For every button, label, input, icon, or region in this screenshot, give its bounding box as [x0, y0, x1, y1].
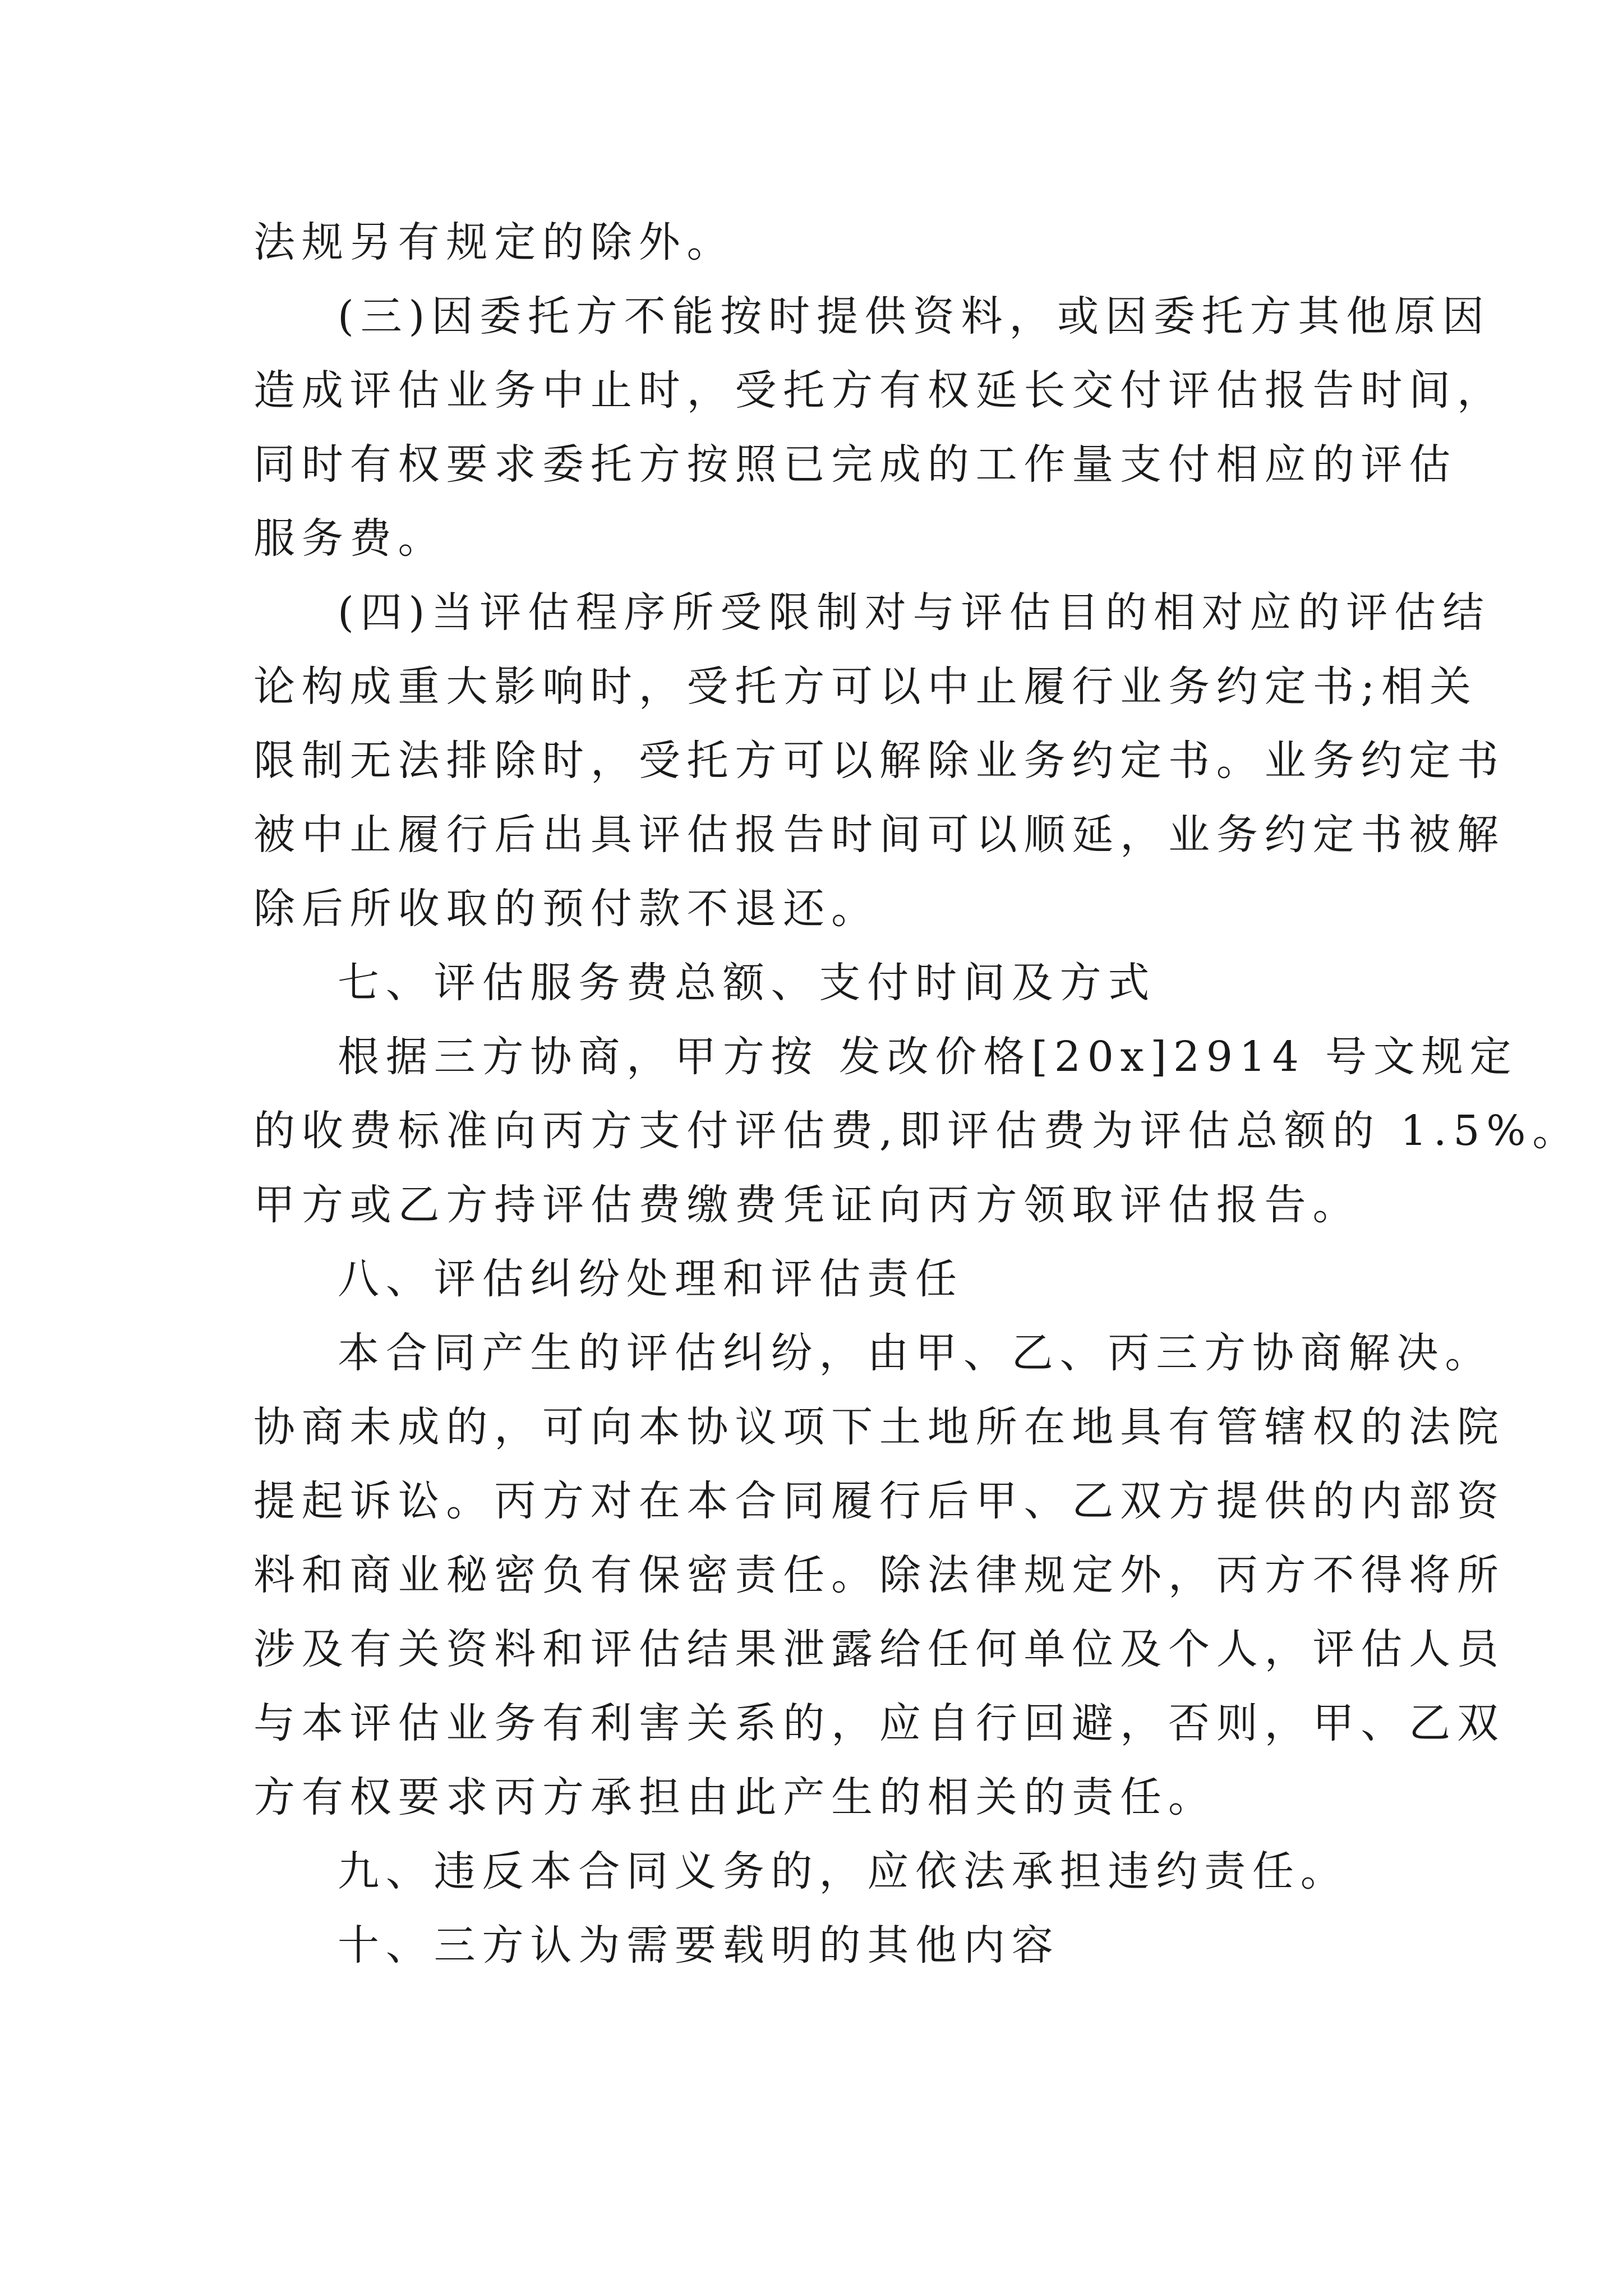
text-line: 法规另有规定的除外。 [253, 218, 735, 266]
text-line: 甲方或乙方持评估费缴费凭证向丙方领取评估报告。 [253, 1181, 1361, 1229]
text-line: 限制无法排除时，受托方可以解除业务约定书。业务约定书 [253, 737, 1505, 785]
text-line: 方有权要求丙方承担由此产生的相关的责任。 [253, 1773, 1216, 1821]
text-line: 除后所收取的预付款不退还。 [253, 885, 879, 933]
text-line: (三)因委托方不能按时提供资料，或因委托方其他原因 [338, 292, 1491, 341]
text-line: 涉及有关资料和评估结果泄露给任何单位及个人，评估人员 [253, 1625, 1505, 1673]
text-line: 服务费。 [253, 514, 446, 563]
text-line: 料和商业秘密负有保密责任。除法律规定外，丙方不得将所 [253, 1551, 1505, 1599]
text-line: 被中止履行后出具评估报告时间可以顺延，业务约定书被解 [253, 811, 1505, 859]
text-line: 的收费标准向丙方支付评估费,即评估费为评估总额的 1.5%。 [253, 1107, 1581, 1155]
text-line: 本合同产生的评估纠纷，由甲、乙、丙三方协商解决。 [338, 1329, 1493, 1377]
text-line: 提起诉讼。丙方对在本合同履行后甲、乙双方提供的内部资 [253, 1477, 1505, 1525]
text-line: 论构成重大影响时，受托方可以中止履行业务约定书;相关 [253, 662, 1478, 711]
text-line: 与本评估业务有利害关系的，应自行回避，否则，甲、乙双 [253, 1699, 1505, 1747]
text-line: 根据三方协商，甲方按 发改价格[20x]2914 号文规定 [338, 1033, 1518, 1081]
text-line: 协商未成的，可向本协议项下土地所在地具有管辖权的法院 [253, 1403, 1505, 1451]
text-line: 造成评估业务中止时，受托方有权延长交付评估报告时间， [253, 366, 1505, 415]
section-heading: 七、评估服务费总额、支付时间及方式 [338, 959, 1156, 1007]
section-heading: 十、三方认为需要载明的其他内容 [338, 1921, 1060, 1970]
text-line: 同时有权要求委托方按照已完成的工作量支付相应的评估 [253, 440, 1457, 489]
section-heading: 九、违反本合同义务的，应依法承担违约责任。 [338, 1847, 1349, 1895]
text-line: (四)当评估程序所受限制对与评估目的相对应的评估结 [338, 588, 1491, 637]
section-heading: 八、评估纠纷处理和评估责任 [338, 1255, 963, 1303]
